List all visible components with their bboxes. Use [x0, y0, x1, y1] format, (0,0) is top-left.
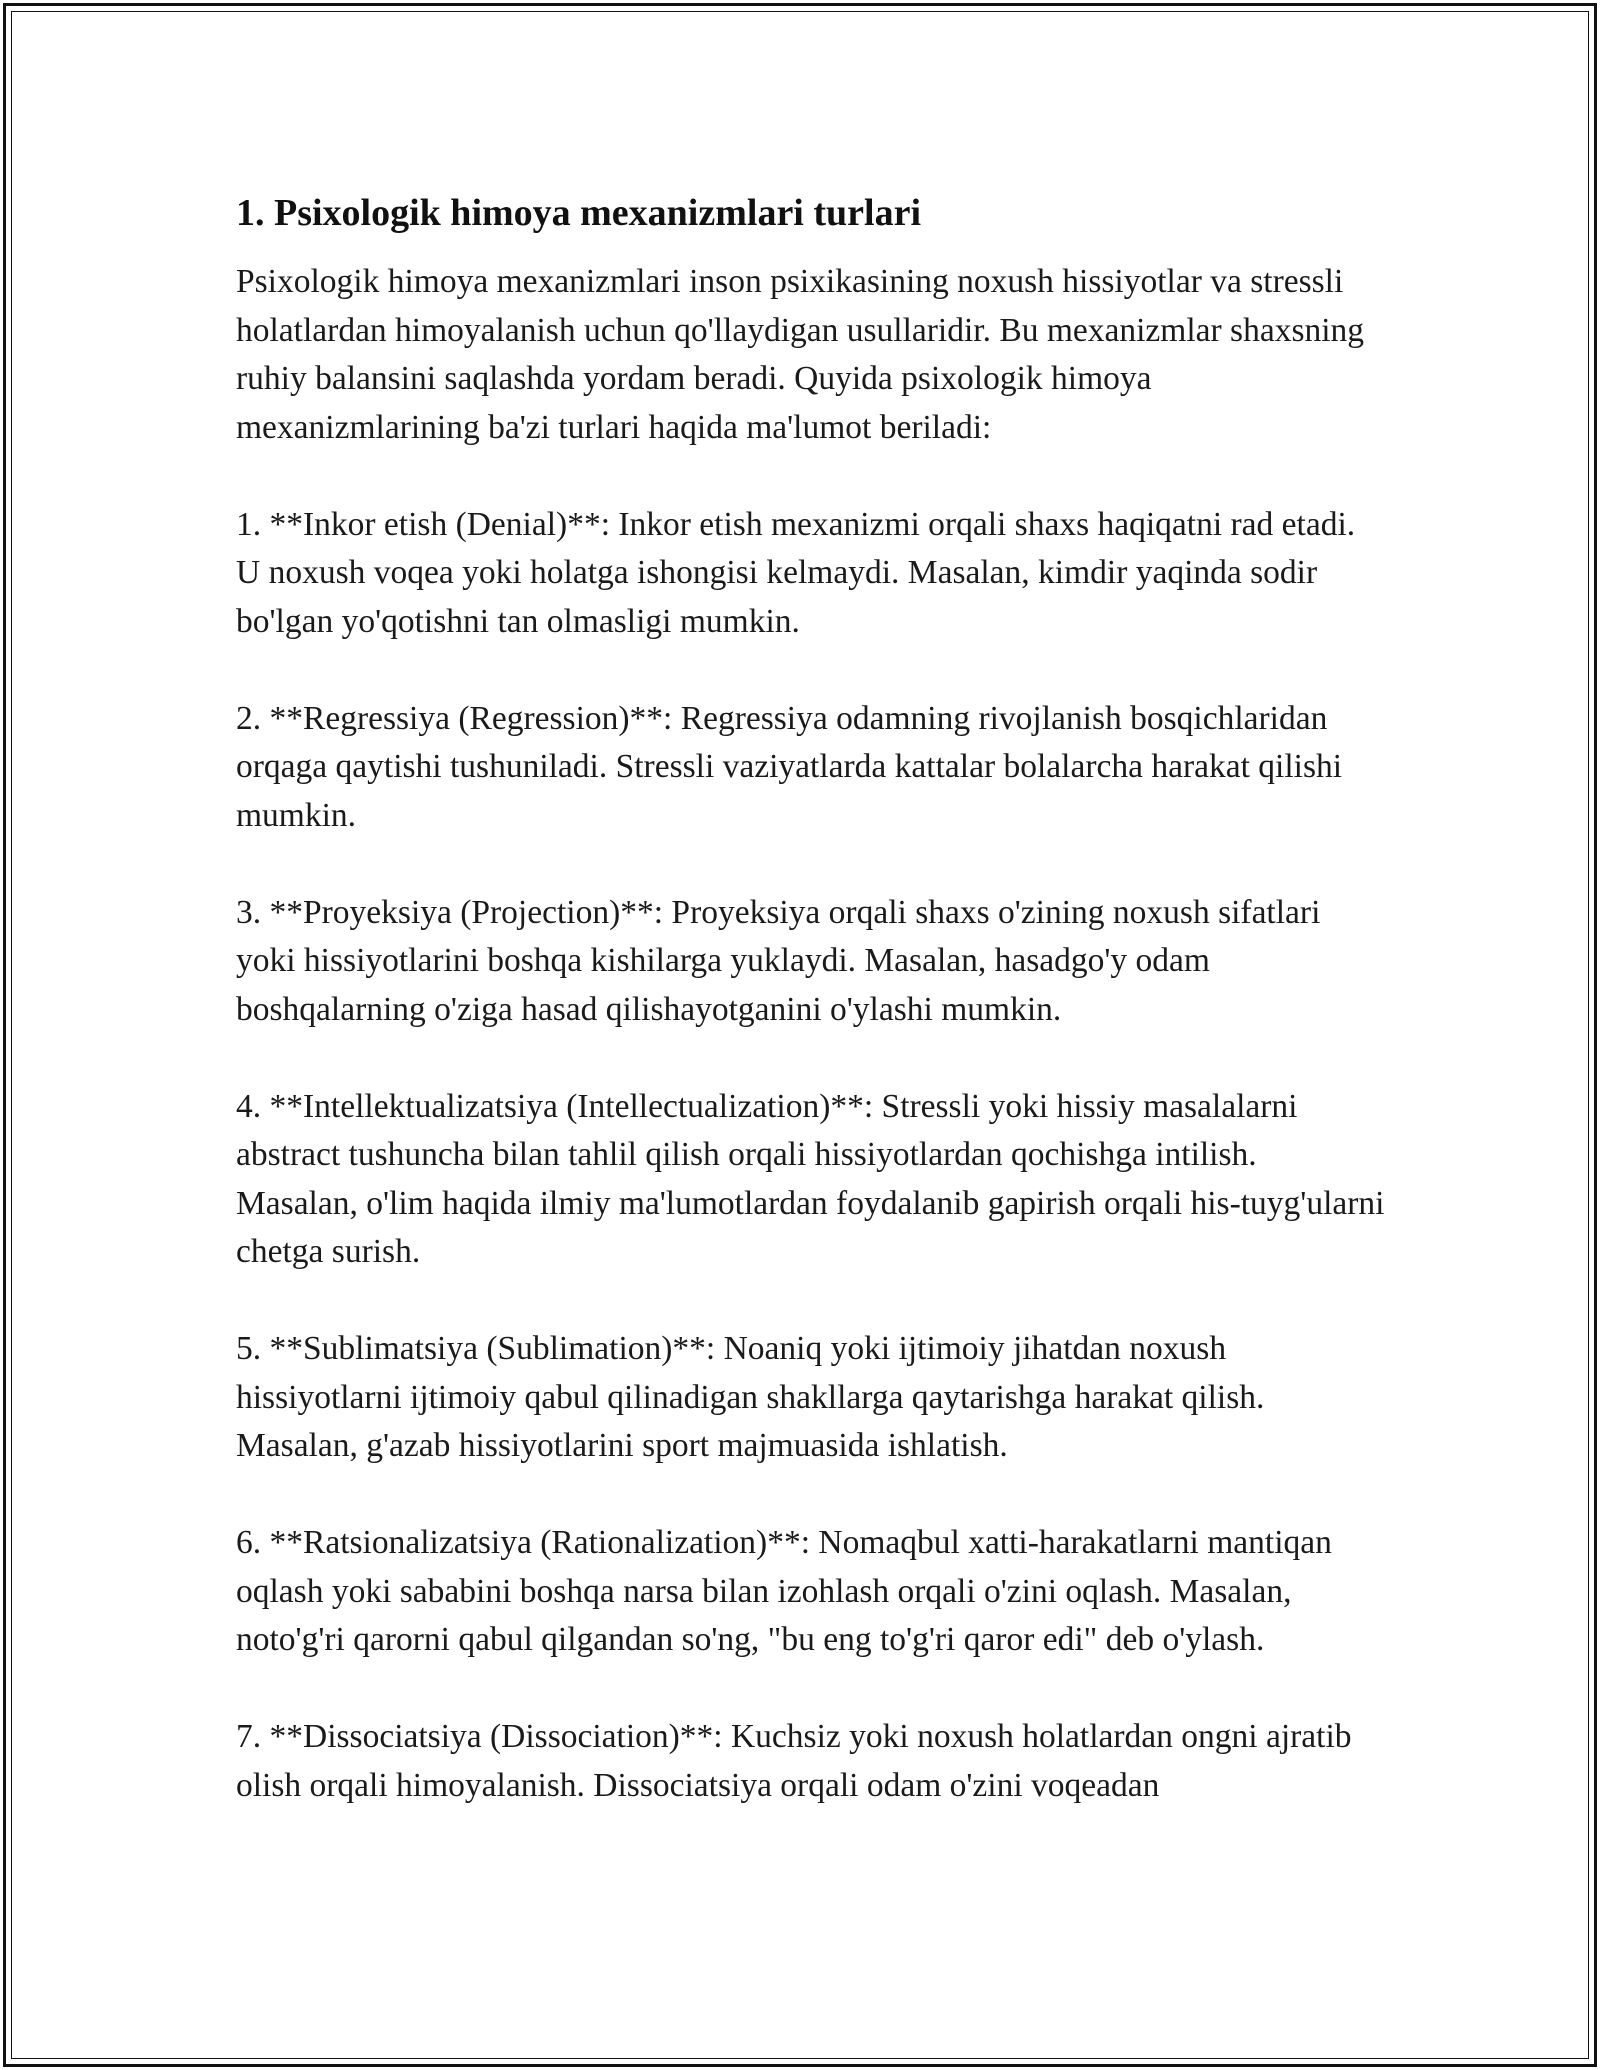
- section-heading: 1. Psixologik himoya mexanizmlari turlari: [236, 192, 922, 234]
- list-item-projection: 3. **Proyeksiya (Projection)**: Proyeksiya orqali shaxs o'zining noxush sifatlari yoki hissiyotlarini boshqa kishilarga yuklaydi. Masalan, hasadgo'y odam boshqalarning o'ziga hasad qilishayotganini o'ylashi mumkin.: [236, 893, 1321, 1028]
- list-item-rationalization: 6. **Ratsionalizatsiya (Rationalization)**: Nomaqbul xatti-harakatlarni mantiqan oqlash yoki sababini boshqa narsa bilan izohlash orqali o'zini oqlash. Masalan, noto'g'ri qarorni qabul qilgandan so'ng, "bu eng to'g'ri qaror edi" deb o'ylash.: [236, 1524, 1332, 1658]
- list-item-sublimation: 5. **Sublimatsiya (Sublimation)**: Noaniq yoki ijtimoiy jihatdan noxush hissiyotlarni ijtimoiy qabul qilinadigan shakllarga qaytarishga harakat qilish. Masalan, g'azab hissiyotlarini sport majmuasida ishlatish.: [236, 1330, 1265, 1464]
- list-item-denial: 1. **Inkor etish (Denial)**: Inkor etish mexanizmi orqali shaxs haqiqatni rad etadi. U noxush voqea yoki holatga ishongisi kelmaydi. Masalan, kimdir yaqinda sodir bo'lgan yo'qotishni tan olmasligi mumkin.: [236, 505, 1356, 640]
- document-page: [236, 188, 1386, 1810]
- list-item-intellectualization: 4. **Intellektualizatsiya (Intellectualization)**: Stressli yoki hissiy masalalarni abstract tushuncha bilan tahlil qilish orqali hissiyotlardan qochishga intilish. Masalan, o'lim haqida ilmiy ma'lumotlardan foydalanib gapirish orqali his-tuyg'ularni chetga surish.: [236, 1087, 1385, 1270]
- intro-paragraph: Psixologik himoya mexanizmlari inson psixikasining noxush hissiyotlar va stressli holatlardan himoyalanish uchun qo'llaydigan usullaridir. Bu mexanizmlar shaxsning ruhiy balansini saqlashda yordam beradi. Quyida psixologik himoya mexanizmlarining ba'zi turlari haqida ma'lumot beriladi:: [236, 263, 1365, 446]
- list-item-regression: 2. **Regressiya (Regression)**: Regressiya odamning rivojlanish bosqichlaridan orqaga qaytishi tushuniladi. Stressli vaziyatlarda kattalar bolalarcha harakat qilishi mumkin.: [236, 699, 1343, 834]
- list-item-dissociation: 7. **Dissociatsiya (Dissociation)**: Kuchsiz yoki noxush holatlardan ongni ajratib olish orqali himoyalanish. Dissociatsiya orqali odam o'zini voqeadan: [236, 1718, 1352, 1804]
